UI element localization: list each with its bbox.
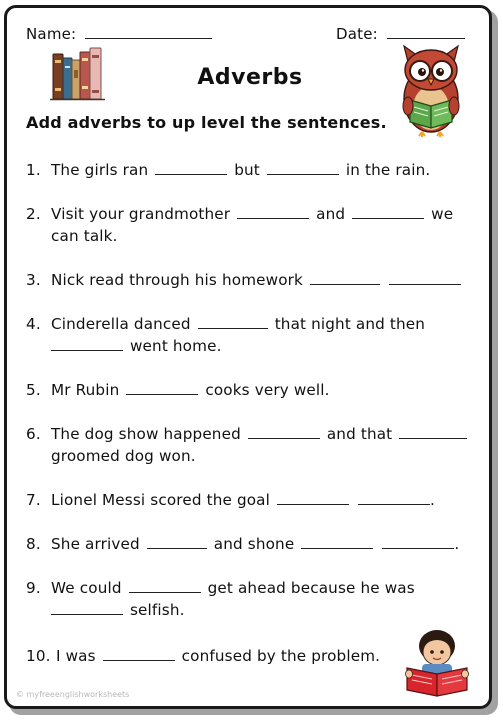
question-number: 8. xyxy=(26,535,41,553)
answer-blank[interactable] xyxy=(155,159,227,175)
question-text: confused by the problem. xyxy=(181,647,381,665)
question-text: and shone xyxy=(213,535,295,553)
question-text: in the rain. xyxy=(345,161,431,179)
answer-blank[interactable] xyxy=(399,423,467,439)
answer-blank[interactable] xyxy=(277,489,349,505)
question-text: . xyxy=(429,491,435,509)
answer-blank[interactable] xyxy=(301,533,373,549)
question-text: cooks very well. xyxy=(205,381,330,399)
question-9 xyxy=(26,577,471,621)
answer-blank[interactable] xyxy=(51,599,123,615)
question-text: and xyxy=(316,205,346,223)
question-text: selfish. xyxy=(129,601,185,619)
question-text: Cinderella danced xyxy=(51,315,191,333)
answer-blank[interactable] xyxy=(198,313,268,329)
answer-blank[interactable] xyxy=(126,379,198,395)
question-number: 4. xyxy=(26,315,41,333)
name-line[interactable] xyxy=(85,24,212,39)
question-number: 3. xyxy=(26,271,41,289)
question-number: 9. xyxy=(26,579,41,597)
watermark-text: © myfreeenglishworksheets xyxy=(16,690,130,699)
question-text: and that xyxy=(326,425,393,443)
worksheet-title: Adverbs xyxy=(197,65,303,90)
date-label: Date: xyxy=(336,25,378,43)
answer-blank[interactable] xyxy=(129,577,201,593)
question-text: can talk. xyxy=(51,227,118,245)
question-text: Visit your grandmother xyxy=(51,205,231,223)
answer-blank[interactable] xyxy=(267,159,339,175)
question-text: went home. xyxy=(129,337,222,355)
question-6 xyxy=(26,423,471,467)
instruction-text: Add adverbs to up level the sentences. xyxy=(26,113,387,132)
name-field[interactable] xyxy=(26,24,212,43)
question-text: She arrived xyxy=(51,535,140,553)
answer-blank[interactable] xyxy=(147,533,207,549)
answer-blank[interactable] xyxy=(103,645,175,661)
answer-blank[interactable] xyxy=(389,269,461,285)
question-3 xyxy=(26,269,471,291)
date-field[interactable] xyxy=(336,24,465,43)
child-reading-icon xyxy=(404,628,470,698)
question-number: 6. xyxy=(26,425,41,443)
question-8 xyxy=(26,533,471,555)
question-number: 1. xyxy=(26,161,41,179)
answer-blank[interactable] xyxy=(310,269,380,285)
question-4 xyxy=(26,313,471,357)
owl-reading-icon xyxy=(398,44,464,138)
question-text: The girls ran xyxy=(51,161,149,179)
question-number: 2. xyxy=(26,205,41,223)
question-number: 5. xyxy=(26,381,41,399)
answer-blank[interactable] xyxy=(382,533,454,549)
question-text: but xyxy=(234,161,260,179)
question-text: Mr Rubin xyxy=(51,381,120,399)
question-7 xyxy=(26,489,471,511)
answer-blank[interactable] xyxy=(352,203,424,219)
question-text: We could xyxy=(51,579,122,597)
question-text: The dog show happened xyxy=(51,425,241,443)
question-2 xyxy=(26,203,471,247)
question-text: . xyxy=(454,535,460,553)
question-number: 7. xyxy=(26,491,41,509)
answer-blank[interactable] xyxy=(51,335,123,351)
question-text: I was xyxy=(56,647,96,665)
question-number: 10. xyxy=(26,647,51,665)
question-text: Nick read through his homework xyxy=(51,271,303,289)
question-text: groomed dog won. xyxy=(51,447,196,465)
question-text: we xyxy=(431,205,454,223)
date-line[interactable] xyxy=(387,24,465,39)
answer-blank[interactable] xyxy=(248,423,320,439)
question-text: Lionel Messi scored the goal xyxy=(51,491,270,509)
name-label: Name: xyxy=(26,25,77,43)
answer-blank[interactable] xyxy=(358,489,430,505)
question-text: that night and then xyxy=(274,315,426,333)
answer-blank[interactable] xyxy=(237,203,309,219)
question-5 xyxy=(26,379,471,401)
question-text: get ahead because he was xyxy=(207,579,415,597)
question-1 xyxy=(26,159,471,181)
